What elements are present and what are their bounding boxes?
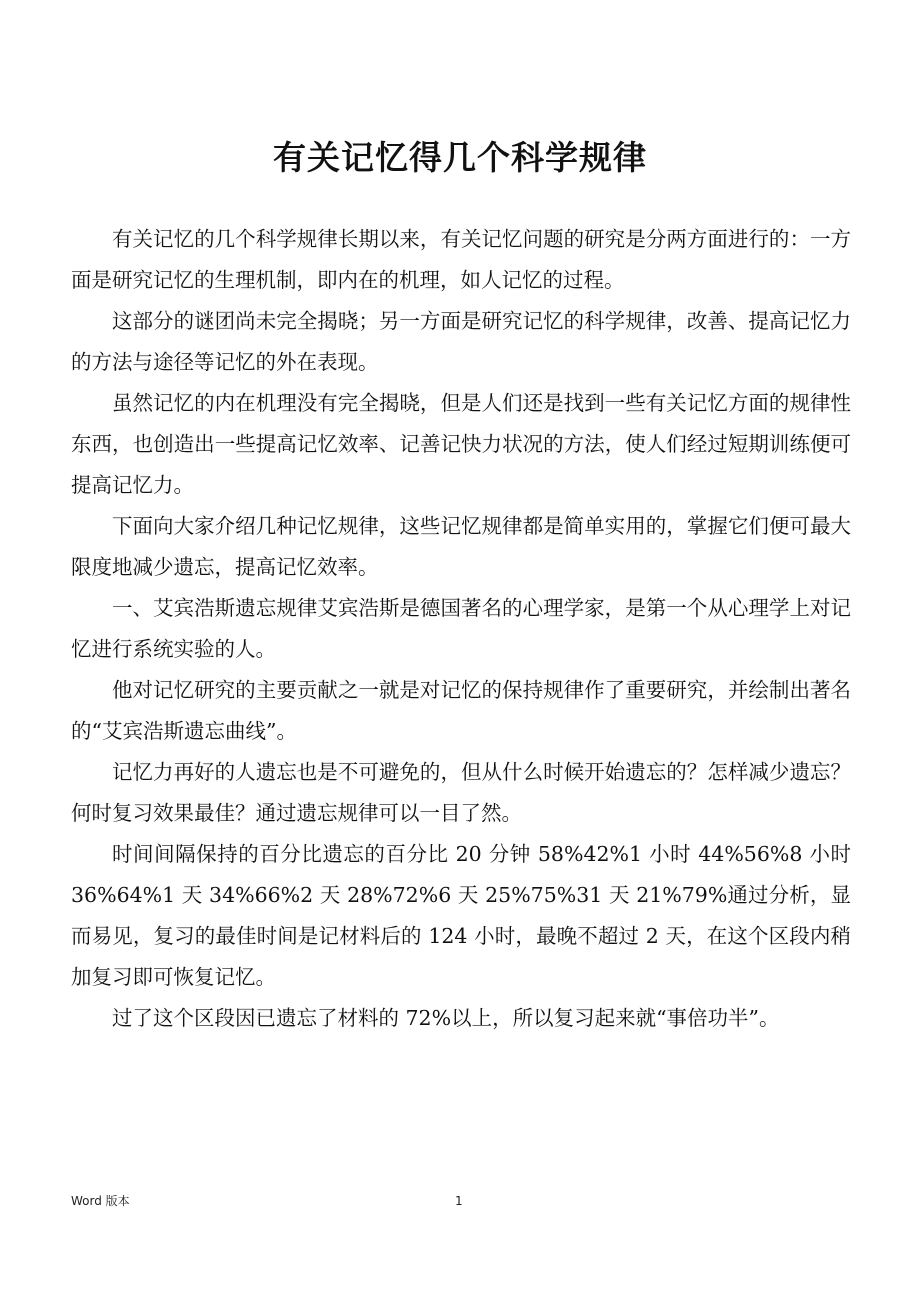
footer-page-number: 1 (455, 1194, 463, 1208)
paragraph: 时间间隔保持的百分比遗忘的百分比 20 分钟 58%42%1 小时 44%56%8 小时 36%64%1 天 34%66%2 天 28%72%6 天 25%75%31 天 21%79%通过分析，显而易见，复习的最佳时间是记材料后的 124 小时，最晚不超过 2 天，在这个区段内稍加复习即可恢复记忆。 (71, 842, 851, 989)
document-title: 有关记忆得几个科学规律 (273, 138, 647, 177)
paragraph: 下面向大家介绍几种记忆规律，这些记忆规律都是简单实用的，掌握它们便可最大限度地减少遗忘，提高记忆效率。 (71, 514, 851, 579)
document-body (71, 219, 851, 1039)
paragraph: 虽然记忆的内在机理没有完全揭晓，但是人们还是找到一些有关记忆方面的规律性东西，也创造出一些提高记忆效率、记善记快力状况的方法，使人们经过短期训练便可提高记忆力。 (71, 391, 851, 497)
paragraph: 这部分的谜团尚未完全揭晓；另一方面是研究记忆的科学规律，改善、提高记忆力的方法与途径等记忆的外在表现。 (71, 309, 851, 374)
paragraph: 过了这个区段因已遗忘了材料的 72%以上，所以复习起来就“事倍功半”。 (112, 1006, 780, 1030)
footer-version-label: Word 版本 (71, 1194, 130, 1208)
paragraph: 一、艾宾浩斯遗忘规律艾宾浩斯是德国著名的心理学家，是第一个从心理学上对记忆进行系统实验的人。 (71, 596, 851, 661)
paragraph: 他对记忆研究的主要贡献之一就是对记忆的保持规律作了重要研究，并绘制出著名的“艾宾浩斯遗忘曲线”。 (71, 678, 851, 743)
paragraph: 有关记忆的几个科学规律长期以来，有关记忆问题的研究是分两方面进行的：一方面是研究记忆的生理机制，即内在的机理，如人记忆的过程。 (71, 227, 851, 292)
paragraph: 记忆力再好的人遗忘也是不可避免的，但从什么时候开始遗忘的？怎样减少遗忘？何时复习效果最佳？通过遗忘规律可以一目了然。 (71, 760, 851, 825)
